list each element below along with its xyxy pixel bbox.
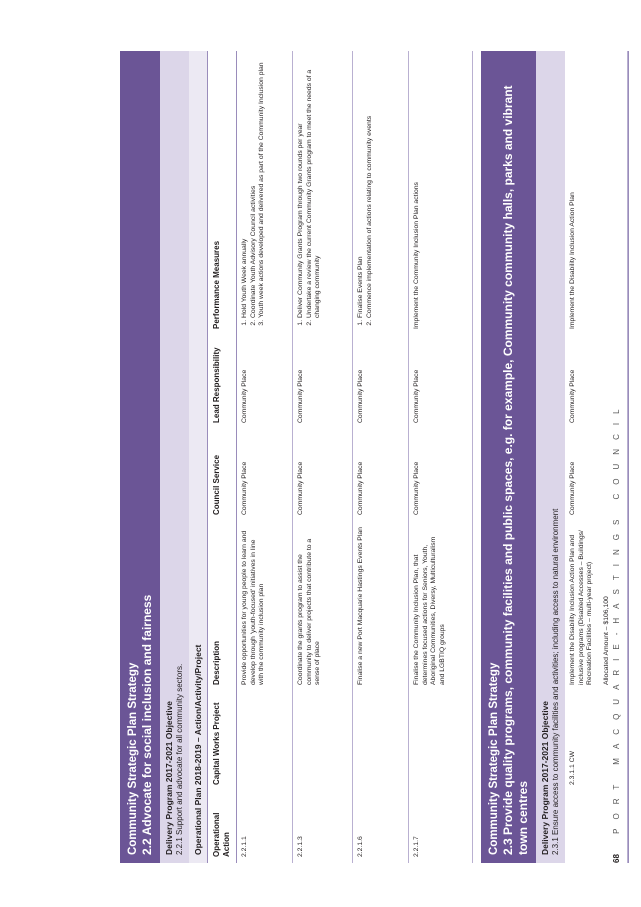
strategy-header-2-2 xyxy=(120,51,160,863)
measure-item: 2. Commence implementation of actions relating to community events xyxy=(366,57,375,318)
actions-table xyxy=(208,51,473,863)
table-row xyxy=(293,51,353,863)
cell-capital xyxy=(293,691,353,791)
table-header-row xyxy=(208,51,237,863)
cell-capital xyxy=(409,691,473,791)
delivery-text: 2.2.1 Support and advocate for all community sectors. xyxy=(175,663,184,855)
strategy-heading: 2.2 Advocate for social inclusion and fairness xyxy=(140,594,154,855)
col-lead-responsibility: Lead Responsibility xyxy=(208,335,237,429)
cell-description: Coordinate the grants program to assist the community to deliver projects that contribute to a sense of place xyxy=(293,521,353,691)
delivery-title: Delivery Program 2017-2021 Objective xyxy=(164,700,174,855)
cell-measures: Implement the Disability Inclusion Action Plan xyxy=(565,51,627,335)
cell-service: Community Place xyxy=(353,429,409,521)
footer-rule xyxy=(628,51,629,863)
cell-service: Community Place xyxy=(565,429,627,521)
strategy-heading: 2.3 Provide quality programs, community facilities and public spaces, e.g. for example, Community community halls, parks and vibrant town centres xyxy=(501,85,530,855)
cell-action: 2.2.1.1 xyxy=(237,791,293,863)
document-page xyxy=(120,51,610,863)
cell-service: Community Place xyxy=(237,429,293,521)
page-footer xyxy=(612,51,621,863)
delivery-title: Delivery Program 2017-2021 Objective xyxy=(540,700,550,855)
cell-measures: Implement the Community Inclusion Plan actions xyxy=(409,51,473,335)
col-capital-works: Capital Works Project xyxy=(208,691,237,791)
cell-capital: 2.3.1.1 CW xyxy=(565,691,627,791)
cell-description: Provide opportunities for young people to learn and develop through 'youth-focused' initiatives in line with the community inclusion plan xyxy=(237,521,293,691)
cell-measures xyxy=(237,51,293,335)
cell-service: Community Place xyxy=(409,429,473,521)
description-text: Implement the Disability Inclusion Action Plan and inclusive programs (Disabled Accesses – Buildings/ Recreation Facilities – multi-year project) xyxy=(569,530,593,685)
cell-service: Community Place xyxy=(293,429,353,521)
strategy-title: Community Strategic Plan Strategy xyxy=(127,662,139,855)
col-council-service: Council Service xyxy=(208,429,237,521)
delivery-objective-2-2-1 xyxy=(160,51,189,863)
measure-item: 1. Finalise Events Plan xyxy=(357,57,366,318)
cell-action: 2.2.1.3 xyxy=(293,791,353,863)
cell-action: 2.2.1.7 xyxy=(409,791,473,863)
col-operational-action: Operational Action xyxy=(208,791,237,863)
cell-capital xyxy=(353,691,409,791)
cell-description: Finalise the Community Inclusion Plan, that determines focused actions for Seniors, Youth, Aboriginal Communities, Diversy, Multiculturalism and LGBTIQ groups xyxy=(409,521,473,691)
table-row xyxy=(237,51,293,863)
cell-description: Finalise a new Port Macquarie Hastings Events Plan xyxy=(353,521,409,691)
operational-plan-heading: Operational Plan 2018-2019 – Action/Activity/Project xyxy=(189,51,208,863)
delivery-objective-2-3-1 xyxy=(536,51,565,863)
cell-action: 2.2.1.6 xyxy=(353,791,409,863)
strategy-title: Community Strategic Plan Strategy xyxy=(488,662,500,855)
council-name: PORT MACQUARIE-HASTINGS COUNCIL xyxy=(612,400,621,834)
cell-lead: Community Place xyxy=(409,335,473,429)
allocated-amount: Allocated Amount – $106,100 xyxy=(602,596,610,685)
col-description: Description xyxy=(208,521,237,691)
cell-measures xyxy=(353,51,409,335)
cell-capital xyxy=(237,691,293,791)
delivery-text: 2.3.1 Ensure access to community facilities and activities; including access to natural environment xyxy=(551,508,560,855)
measure-item: 2. Undertake a review the current Community Grants program to meet the needs of a changing community xyxy=(306,57,323,318)
cell-lead: Community Place xyxy=(353,335,409,429)
cell-lead: Community Place xyxy=(237,335,293,429)
cell-lead: Community Place xyxy=(293,335,353,429)
cell-lead: Community Place xyxy=(565,335,627,429)
measure-item: 1. Hold Youth Week annually xyxy=(241,57,250,318)
col-performance-measures: Performance Measures xyxy=(208,51,237,335)
cell-measures xyxy=(293,51,353,335)
page-number: 68 xyxy=(612,854,621,863)
strategy-header-2-3 xyxy=(481,51,536,863)
measure-item: 2. Coordinate Youth Advisory Council activities xyxy=(250,57,259,318)
table-row xyxy=(409,51,473,863)
table-row xyxy=(353,51,409,863)
measure-item: 3. Youth week actions developed and delivered as part of the Community Inclusion plan xyxy=(258,57,267,318)
measure-item: 1. Deliver Community Grants Program through two rounds per year xyxy=(297,57,306,318)
